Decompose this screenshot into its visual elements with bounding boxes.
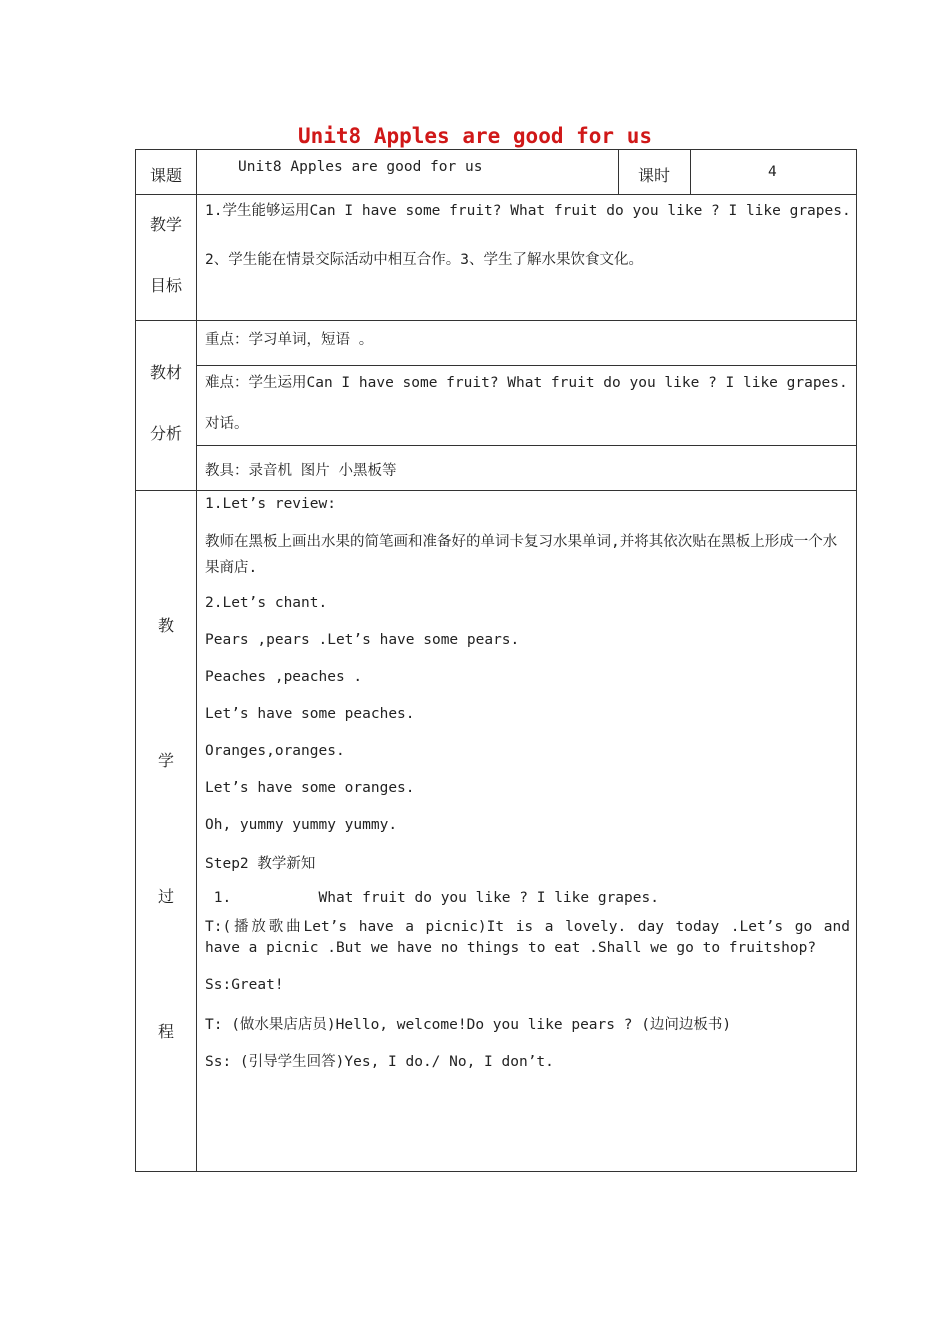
topic-label: 课题 <box>150 166 183 185</box>
analysis-tools: 教具：录音机 图片 小黑板等 <box>205 463 397 479</box>
analysis-difficulty-1: 难点：学生运用Can I have some fruit? What fruit do you like ? I like grapes. <box>205 375 848 391</box>
analysis-focus: 重点：学习单词，短语 。 <box>205 332 374 348</box>
analysis-label-bottom: 分析 <box>150 424 183 443</box>
period-label: 课时 <box>638 166 671 185</box>
process-line: Let’s have some peaches. <box>205 706 415 722</box>
goals-line-1: 1.学生能够运用Can I have some fruit? What fruit do you like ? I like grapes. <box>205 203 851 219</box>
process-line: 1.Let’s review: <box>205 496 336 512</box>
period-right-divider <box>690 149 691 194</box>
period-left-divider <box>618 149 619 194</box>
process-line: Oh, yummy yummy yummy. <box>205 817 398 833</box>
row-divider-difficulty <box>196 445 857 446</box>
row-divider-focus <box>196 365 857 366</box>
goals-line-2: 2、学生能在情景交际活动中相互合作。3、学生了解水果饮食文化。 <box>205 252 643 268</box>
process-label-4: 程 <box>158 1022 175 1041</box>
process-line: Peaches ,peaches . <box>205 669 363 685</box>
document-title: Unit8 Apples are good for us <box>297 124 652 148</box>
process-line: Ss: (引导学生回答)Yes, I do./ No, I don’t. <box>205 1054 554 1070</box>
process-label-2: 学 <box>158 751 175 770</box>
process-line: T: (做水果店店员)Hello, welcome!Do you like pears ? (边问边板书) <box>205 1017 732 1033</box>
process-label-3: 过 <box>158 887 175 906</box>
label-column-divider <box>196 149 197 1172</box>
process-line: 教师在黑板上画出水果的简笔画和准备好的单词卡复习水果单词,并将其依次贴在黑板上形成一个水果商店. <box>205 534 838 576</box>
analysis-difficulty-2: 对话。 <box>205 416 249 432</box>
goals-label-bottom: 目标 <box>150 276 183 295</box>
process-line: Oranges,oranges. <box>205 743 345 759</box>
process-line: have a picnic .But we have no things to eat .Shall we go to fruitshop? <box>205 940 817 956</box>
table-border-bottom <box>135 1171 857 1172</box>
process-line: Pears ,pears .Let’s have some pears. <box>205 632 520 648</box>
period-value: 4 <box>768 164 777 180</box>
process-line: 1. What fruit do you like ? I like grapes. <box>205 890 659 906</box>
table-border-top <box>135 149 857 150</box>
table-border-right <box>856 149 857 1172</box>
process-line: T:(播放歌曲Let’s have a picnic)It is a lovely. day today .Let’s go and <box>205 919 850 935</box>
row-divider-1 <box>135 194 857 195</box>
process-line: 2.Let’s chant. <box>205 595 328 611</box>
row-divider-2 <box>135 320 857 321</box>
process-line: Step2 教学新知 <box>205 856 316 872</box>
analysis-label-top: 教材 <box>150 363 183 382</box>
process-label-1: 教 <box>158 616 175 635</box>
table-border-left <box>135 149 136 1172</box>
row-divider-3 <box>135 490 857 491</box>
process-line: Ss:Great! <box>205 977 284 993</box>
topic-value: Unit8 Apples are good for us <box>238 159 483 175</box>
goals-label-top: 教学 <box>150 215 183 234</box>
process-line: Let’s have some oranges. <box>205 780 415 796</box>
